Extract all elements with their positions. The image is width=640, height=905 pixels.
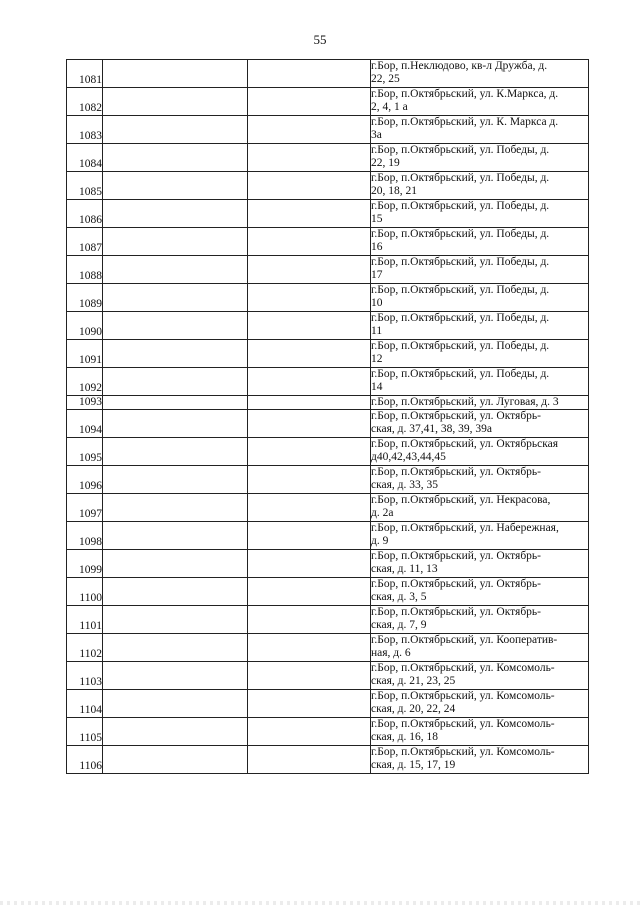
row-number-cell: 1096 <box>67 466 103 494</box>
address-cell: г.Бор, п.Неклюдово, кв-л Дружба, д. 22, 25 <box>371 60 589 88</box>
table-row <box>67 228 589 256</box>
empty-cell <box>248 746 371 774</box>
table-row <box>67 718 589 746</box>
empty-cell <box>103 340 248 368</box>
empty-cell <box>248 144 371 172</box>
empty-cell <box>248 172 371 200</box>
table-row <box>67 746 589 774</box>
row-number-cell: 1097 <box>67 494 103 522</box>
table-row <box>67 144 589 172</box>
row-number-cell: 1100 <box>67 578 103 606</box>
address-cell: г.Бор, п.Октябрьский, ул. Некрасова, д. 2а <box>371 494 589 522</box>
address-cell: г.Бор, п.Октябрьский, ул. Комсомоль- ская, д. 21, 23, 25 <box>371 662 589 690</box>
empty-cell <box>248 606 371 634</box>
empty-cell <box>248 410 371 438</box>
row-number-cell: 1085 <box>67 172 103 200</box>
row-number-cell: 1094 <box>67 410 103 438</box>
row-number-cell: 1083 <box>67 116 103 144</box>
empty-cell <box>103 116 248 144</box>
row-number-cell: 1103 <box>67 662 103 690</box>
row-number-cell: 1091 <box>67 340 103 368</box>
empty-cell <box>248 60 371 88</box>
table-row <box>67 368 589 396</box>
empty-cell <box>248 550 371 578</box>
address-cell: г.Бор, п.Октябрьский, ул. Луговая, д. 3 <box>371 396 589 410</box>
table-row <box>67 662 589 690</box>
empty-cell <box>103 88 248 116</box>
address-cell: г.Бор, п.Октябрьский, ул. Победы, д. 15 <box>371 200 589 228</box>
address-cell: г.Бор, п.Октябрьский, ул. Октябрь- ская, д. 7, 9 <box>371 606 589 634</box>
table-row <box>67 200 589 228</box>
address-table <box>66 59 589 774</box>
address-cell: г.Бор, п.Октябрьский, ул. Победы, д. 16 <box>371 228 589 256</box>
empty-cell <box>103 466 248 494</box>
row-number-cell: 1101 <box>67 606 103 634</box>
empty-cell <box>248 718 371 746</box>
address-cell: г.Бор, п.Октябрьский, ул. К. Маркса д. 3а <box>371 116 589 144</box>
row-number-cell: 1086 <box>67 200 103 228</box>
table-row <box>67 312 589 340</box>
empty-cell <box>248 312 371 340</box>
table-row <box>67 550 589 578</box>
empty-cell <box>103 522 248 550</box>
empty-cell <box>248 494 371 522</box>
empty-cell <box>103 200 248 228</box>
empty-cell <box>103 438 248 466</box>
empty-cell <box>248 690 371 718</box>
row-number-cell: 1089 <box>67 284 103 312</box>
table-row <box>67 634 589 662</box>
row-number-cell: 1098 <box>67 522 103 550</box>
address-cell: г.Бор, п.Октябрьский, ул. Октябрь- ская, д. 33, 35 <box>371 466 589 494</box>
row-number-cell: 1087 <box>67 228 103 256</box>
address-cell: г.Бор, п.Октябрьский, ул. Победы, д. 10 <box>371 284 589 312</box>
address-cell: г.Бор, п.Октябрьский, ул. Октябрь- ская, д. 3, 5 <box>371 578 589 606</box>
table-row <box>67 606 589 634</box>
address-cell: г.Бор, п.Октябрьский, ул. Победы, д. 12 <box>371 340 589 368</box>
row-number-cell: 1099 <box>67 550 103 578</box>
table-row <box>67 116 589 144</box>
table-row <box>67 466 589 494</box>
empty-cell <box>248 438 371 466</box>
empty-cell <box>103 228 248 256</box>
address-cell: г.Бор, п.Октябрьский, ул. Октябрьская д40,42,43,44,45 <box>371 438 589 466</box>
empty-cell <box>103 410 248 438</box>
table-row <box>67 256 589 284</box>
table-row <box>67 690 589 718</box>
address-cell: г.Бор, п.Октябрьский, ул. К.Маркса, д. 2, 4, 1 а <box>371 88 589 116</box>
row-number-cell: 1104 <box>67 690 103 718</box>
empty-cell <box>103 284 248 312</box>
row-number-cell: 1082 <box>67 88 103 116</box>
scan-edge-artifact <box>0 901 640 905</box>
table-row <box>67 284 589 312</box>
empty-cell <box>103 172 248 200</box>
row-number-cell: 1106 <box>67 746 103 774</box>
empty-cell <box>103 60 248 88</box>
address-cell: г.Бор, п.Октябрьский, ул. Победы, д. 17 <box>371 256 589 284</box>
empty-cell <box>248 340 371 368</box>
row-number-cell: 1102 <box>67 634 103 662</box>
table-row <box>67 522 589 550</box>
table-row <box>67 396 589 410</box>
empty-cell <box>103 368 248 396</box>
empty-cell <box>248 228 371 256</box>
address-cell: г.Бор, п.Октябрьский, ул. Набережная, д. 9 <box>371 522 589 550</box>
empty-cell <box>103 494 248 522</box>
table-row <box>67 438 589 466</box>
address-cell: г.Бор, п.Октябрьский, ул. Кооператив- ная, д. 6 <box>371 634 589 662</box>
row-number-cell: 1093 <box>67 396 103 410</box>
address-cell: г.Бор, п.Октябрьский, ул. Комсомоль- ская, д. 16, 18 <box>371 718 589 746</box>
address-cell: г.Бор, п.Октябрьский, ул. Октябрь- ская, д. 11, 13 <box>371 550 589 578</box>
table-row <box>67 494 589 522</box>
empty-cell <box>248 284 371 312</box>
empty-cell <box>103 312 248 340</box>
empty-cell <box>103 144 248 172</box>
empty-cell <box>248 522 371 550</box>
table-row <box>67 88 589 116</box>
empty-cell <box>103 662 248 690</box>
row-number-cell: 1088 <box>67 256 103 284</box>
empty-cell <box>248 256 371 284</box>
empty-cell <box>248 200 371 228</box>
row-number-cell: 1090 <box>67 312 103 340</box>
empty-cell <box>248 662 371 690</box>
empty-cell <box>103 578 248 606</box>
address-cell: г.Бор, п.Октябрьский, ул. Комсомоль- ская, д. 15, 17, 19 <box>371 746 589 774</box>
table-row <box>67 578 589 606</box>
row-number-cell: 1084 <box>67 144 103 172</box>
table-row <box>67 340 589 368</box>
table-row <box>67 172 589 200</box>
row-number-cell: 1092 <box>67 368 103 396</box>
empty-cell <box>248 396 371 410</box>
empty-cell <box>103 550 248 578</box>
address-cell: г.Бор, п.Октябрьский, ул. Победы, д. 20, 18, 21 <box>371 172 589 200</box>
empty-cell <box>103 718 248 746</box>
empty-cell <box>248 466 371 494</box>
empty-cell <box>248 578 371 606</box>
address-cell: г.Бор, п.Октябрьский, ул. Октябрь- ская, д. 37,41, 38, 39, 39а <box>371 410 589 438</box>
empty-cell <box>103 606 248 634</box>
empty-cell <box>103 634 248 662</box>
empty-cell <box>248 88 371 116</box>
address-table-body <box>67 60 589 774</box>
empty-cell <box>248 116 371 144</box>
empty-cell <box>248 368 371 396</box>
address-cell: г.Бор, п.Октябрьский, ул. Победы, д. 22, 19 <box>371 144 589 172</box>
empty-cell <box>248 634 371 662</box>
address-cell: г.Бор, п.Октябрьский, ул. Победы, д. 11 <box>371 312 589 340</box>
row-number-cell: 1105 <box>67 718 103 746</box>
empty-cell <box>103 690 248 718</box>
address-cell: г.Бор, п.Октябрьский, ул. Победы, д. 14 <box>371 368 589 396</box>
empty-cell <box>103 256 248 284</box>
empty-cell <box>103 396 248 410</box>
row-number-cell: 1081 <box>67 60 103 88</box>
address-cell: г.Бор, п.Октябрьский, ул. Комсомоль- ская, д. 20, 22, 24 <box>371 690 589 718</box>
table-row <box>67 410 589 438</box>
page-number: 55 <box>313 32 327 47</box>
table-row <box>67 60 589 88</box>
row-number-cell: 1095 <box>67 438 103 466</box>
empty-cell <box>103 746 248 774</box>
